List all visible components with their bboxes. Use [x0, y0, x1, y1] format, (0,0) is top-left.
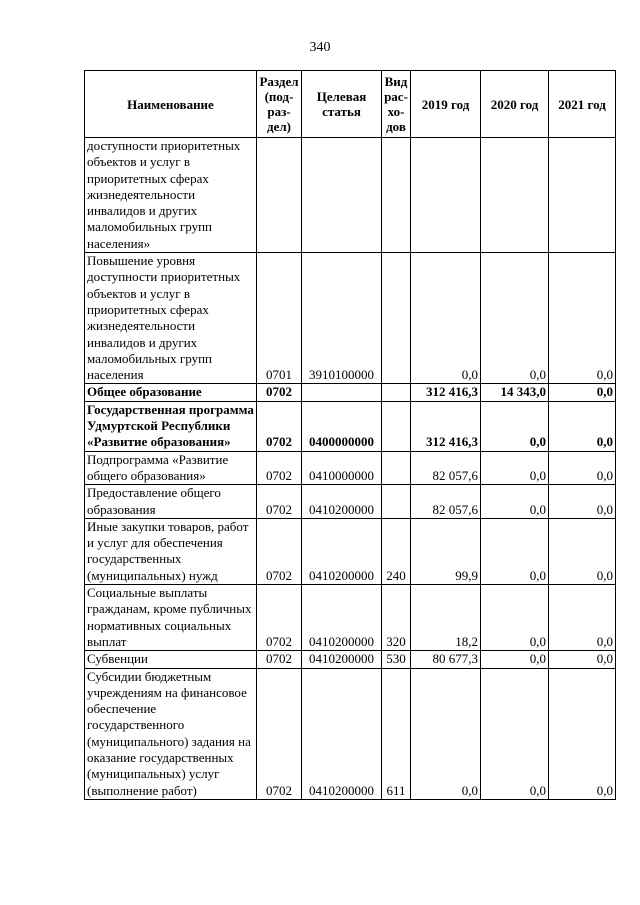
cell-section [257, 138, 302, 253]
cell-name: Субсидии бюджетным учреждениям на финансовое обеспечение государственного (муниципального) задания на оказание государственных (муниципальных) услуг (выполнение работ) [85, 668, 257, 799]
header-2021: 2021 год [549, 71, 616, 138]
cell-2020: 0,0 [481, 585, 549, 651]
header-section: Раздел (под-раз-дел) [257, 71, 302, 138]
cell-name: Повышение уровня доступности приоритетных объектов и услуг в приоритетных сферах жизнедеятельности инвалидов и других маломобильных групп населения [85, 253, 257, 384]
cell-2021: 0,0 [549, 384, 616, 401]
cell-name: Иные закупки товаров, работ и услуг для обеспечения государственных (муниципальных) нужд [85, 518, 257, 584]
cell-2021: 0,0 [549, 253, 616, 384]
cell-section: 0702 [257, 485, 302, 519]
cell-expense-type [382, 253, 411, 384]
cell-name: Социальные выплаты гражданам, кроме публичных нормативных социальных выплат [85, 585, 257, 651]
cell-2021: 0,0 [549, 668, 616, 799]
cell-2021: 0,0 [549, 451, 616, 485]
cell-2019: 82 057,6 [411, 451, 481, 485]
cell-expense-type [382, 451, 411, 485]
cell-name: Общее образование [85, 384, 257, 401]
cell-2020: 0,0 [481, 401, 549, 451]
cell-name: Подпрограмма «Развитие общего образования» [85, 451, 257, 485]
cell-target: 0410200000 [302, 668, 382, 799]
header-row [85, 71, 616, 138]
cell-target [302, 138, 382, 253]
header-target: Целевая статья [302, 71, 382, 138]
cell-2020: 0,0 [481, 668, 549, 799]
header-expense-type: Вид рас-хо-дов [382, 71, 411, 138]
cell-section: 0702 [257, 518, 302, 584]
cell-expense-type [382, 485, 411, 519]
cell-name: Субвенции [85, 651, 257, 668]
cell-target: 0410200000 [302, 518, 382, 584]
cell-target: 0410200000 [302, 585, 382, 651]
cell-2019: 312 416,3 [411, 401, 481, 451]
table-row [85, 668, 616, 799]
cell-2019: 0,0 [411, 253, 481, 384]
cell-2019: 80 677,3 [411, 651, 481, 668]
page-number: 340 [309, 40, 331, 55]
cell-section: 0702 [257, 384, 302, 401]
header-2020: 2020 год [481, 71, 549, 138]
cell-section: 0702 [257, 585, 302, 651]
cell-name: Государственная программа Удмуртской Республики «Развитие образования» [85, 401, 257, 451]
cell-target: 0410000000 [302, 451, 382, 485]
cell-target: 0410200000 [302, 485, 382, 519]
cell-2020: 0,0 [481, 451, 549, 485]
cell-target: 0410200000 [302, 651, 382, 668]
table-row [85, 485, 616, 519]
cell-2020 [481, 138, 549, 253]
header-name: Наименование [85, 71, 257, 138]
cell-expense-type [382, 138, 411, 253]
cell-2021: 0,0 [549, 401, 616, 451]
cell-section: 0702 [257, 401, 302, 451]
cell-name: Предоставление общего образования [85, 485, 257, 519]
cell-expense-type: 530 [382, 651, 411, 668]
cell-section: 0702 [257, 451, 302, 485]
table-row [85, 138, 616, 253]
cell-name: доступности приоритетных объектов и услуг в приоритетных сферах жизнедеятельности инвалидов и других маломобильных групп населения» [85, 138, 257, 253]
cell-2020: 0,0 [481, 651, 549, 668]
cell-2021: 0,0 [549, 485, 616, 519]
cell-2021: 0,0 [549, 585, 616, 651]
cell-section: 0702 [257, 668, 302, 799]
header-2019: 2019 год [411, 71, 481, 138]
cell-2019: 82 057,6 [411, 485, 481, 519]
cell-2020: 0,0 [481, 518, 549, 584]
cell-expense-type [382, 384, 411, 401]
table-row [85, 451, 616, 485]
cell-2020: 0,0 [481, 485, 549, 519]
cell-section: 0701 [257, 253, 302, 384]
cell-section: 0702 [257, 651, 302, 668]
cell-2019: 312 416,3 [411, 384, 481, 401]
cell-expense-type: 611 [382, 668, 411, 799]
cell-2021: 0,0 [549, 518, 616, 584]
cell-target: 3910100000 [302, 253, 382, 384]
table-row [85, 384, 616, 401]
cell-2019: 18,2 [411, 585, 481, 651]
table-row [85, 401, 616, 451]
cell-2020: 0,0 [481, 253, 549, 384]
cell-2021 [549, 138, 616, 253]
cell-2020: 14 343,0 [481, 384, 549, 401]
cell-2019: 0,0 [411, 668, 481, 799]
table-row [85, 651, 616, 668]
table-row [85, 518, 616, 584]
cell-expense-type: 320 [382, 585, 411, 651]
cell-expense-type: 240 [382, 518, 411, 584]
cell-2019: 99,9 [411, 518, 481, 584]
table-row [85, 585, 616, 651]
cell-2019 [411, 138, 481, 253]
cell-2021: 0,0 [549, 651, 616, 668]
budget-table [84, 70, 616, 800]
cell-target: 0400000000 [302, 401, 382, 451]
cell-expense-type [382, 401, 411, 451]
cell-target [302, 384, 382, 401]
table-row [85, 253, 616, 384]
